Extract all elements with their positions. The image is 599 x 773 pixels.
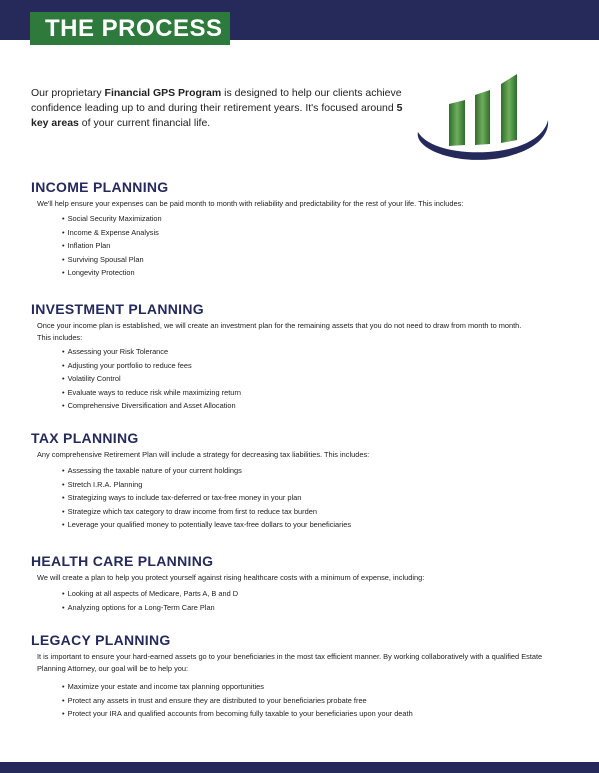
section-description-income: We'll help ensure your expenses can be paid month to month with reliability and predictability for the rest of your life. This includes: [37, 199, 464, 208]
list-item: • Protect any assets in trust and ensure they are distributed to your beneficiaries probate free [62, 694, 413, 708]
footer-bar [0, 762, 599, 773]
list-item: • Evaluate ways to reduce risk while maximizing return [62, 386, 241, 400]
list-item: • Strategizing ways to include tax-deferred or tax-free money in your plan [62, 491, 351, 505]
logo-bar-3 [501, 74, 517, 143]
list-item: • Strategize which tax category to draw income from first to reduce tax burden [62, 505, 351, 519]
list-item: • Income & Expense Analysis [62, 226, 162, 240]
intro-program-name: Financial GPS Program [104, 87, 222, 99]
intro-paragraph [31, 86, 411, 131]
list-item: • Volatility Control [62, 372, 241, 386]
section-description-health-care: We will create a plan to help you protect yourself against rising healthcare costs with a minimum of expense, including: [37, 573, 425, 582]
section-description-tax: Any comprehensive Retirement Plan will include a strategy for decreasing tax liabilities. This includes: [37, 450, 370, 459]
section-list-investment [62, 345, 241, 413]
logo-bar-1 [449, 100, 465, 146]
bar-chart-swoosh-logo [412, 66, 562, 174]
section-heading-health-care: HEALTH CARE PLANNING [31, 553, 214, 569]
section-heading-tax: TAX PLANNING [31, 430, 139, 446]
section-list-health-care [62, 587, 238, 614]
list-item: • Assessing the taxable nature of your current holdings [62, 464, 351, 478]
section-list-income [62, 212, 162, 280]
list-item: • Maximize your estate and income tax planning opportunities [62, 680, 413, 694]
list-item: • Leverage your qualified money to potentially leave tax-free dollars to your beneficiaries [62, 518, 351, 532]
list-item: • Comprehensive Diversification and Asset Allocation [62, 399, 241, 413]
list-item: • Inflation Plan [62, 239, 162, 253]
list-item: • Stretch I.R.A. Planning [62, 478, 351, 492]
section-heading-investment: INVESTMENT PLANNING [31, 301, 204, 317]
list-item: • Surviving Spousal Plan [62, 253, 162, 267]
list-item: • Longevity Protection [62, 266, 162, 280]
intro-text-3: of your current financial life. [78, 117, 211, 129]
intro-text-2: is designed to help our clients achieve confidence leading up to and during their retirement years. It's focused around [31, 87, 402, 114]
section-heading-income: INCOME PLANNING [31, 179, 169, 195]
logo-bar-2 [475, 90, 490, 145]
section-heading-legacy: LEGACY PLANNING [31, 632, 171, 648]
intro-text-1: Our proprietary [31, 87, 105, 99]
list-item: • Protect your IRA and qualified accounts from becoming fully taxable to your beneficiaries upon your death [62, 707, 413, 721]
list-item: • Assessing your Risk Tolerance [62, 345, 241, 359]
list-item: • Analyzing options for a Long-Term Care Plan [62, 601, 238, 615]
list-item: • Social Security Maximization [62, 212, 162, 226]
intro-key-areas: 5 key areas [31, 102, 403, 129]
list-item: • Adjusting your portfolio to reduce fees [62, 359, 241, 373]
page-title: THE PROCESS [45, 15, 223, 42]
section-list-legacy [62, 680, 413, 721]
section-description-investment: Once your income plan is established, we will create an investment plan for the remaining assets that you do not need to draw from month to month. This includes: [37, 321, 522, 342]
section-description-legacy: It is important to ensure your hard-earned assets go to your beneficiaries in the most tax efficient manner. By working collaboratively with a qualified Estate Planning Attorney, our goal will be to help you: [37, 652, 543, 673]
list-item: • Looking at all aspects of Medicare, Parts A, B and D [62, 587, 238, 601]
section-list-tax [62, 464, 351, 532]
